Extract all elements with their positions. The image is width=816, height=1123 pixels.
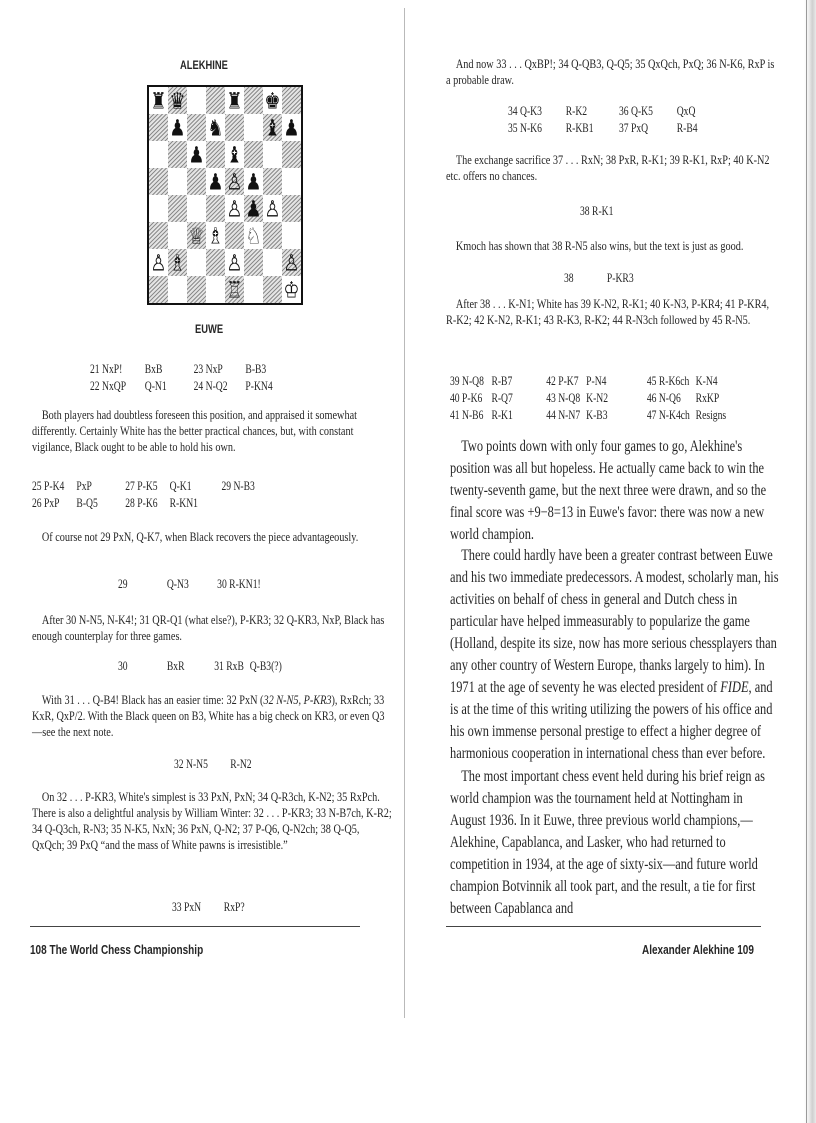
white-pawn-icon: ♙ <box>226 169 243 194</box>
black-bishop-icon: ♝ <box>264 115 281 140</box>
move-cell: 21 NxP! <box>90 361 123 376</box>
move-cell: 26 PxP <box>32 495 60 510</box>
move-row <box>172 899 283 915</box>
board-square <box>168 87 187 114</box>
move-row <box>118 658 296 674</box>
move-cell: P-KR3 <box>606 270 634 285</box>
move-cell: 23 NxP <box>193 361 223 376</box>
move-cell: 39 N-Q8 <box>450 373 484 388</box>
board-square <box>206 168 225 195</box>
board-square <box>282 195 301 222</box>
move-row <box>564 270 653 286</box>
board-square <box>168 249 187 276</box>
move-cell: 25 P-K4 <box>32 478 65 493</box>
move-cell: 34 Q-K3 <box>508 103 542 118</box>
black-queen-icon: ♛ <box>169 88 186 113</box>
white-pawn-icon: ♙ <box>226 250 243 275</box>
move-cell: 45 R-K6ch <box>646 373 690 388</box>
board-square <box>263 141 282 168</box>
board-square <box>168 141 187 168</box>
move-cell: Q-N3 <box>166 576 189 591</box>
white-rook-icon: ♖ <box>226 277 243 302</box>
paragraph: Two points down with only four games to go, Alekhine's position was all but hopeless. He actually came back to win the twenty-seventh game, but the next three were drawn, and so the final score was +9−8=13 in Euwe's favor: there was now a new world champion. <box>450 438 767 543</box>
board-square <box>263 249 282 276</box>
move-cell: PxP <box>76 478 92 493</box>
move-cell: 30 <box>118 658 128 673</box>
text-run: , and is at the time of this writing utilizing the powers of his office and his own immense personal prestige to effect a higher degree of harmonious cooperation in international chess than ever before. <box>450 679 773 762</box>
white-pawn-icon: ♙ <box>283 250 300 275</box>
board-square <box>263 222 282 249</box>
move-line-33 <box>172 899 322 919</box>
board-square <box>206 249 225 276</box>
black-king-icon: ♚ <box>264 88 281 113</box>
move-line-30 <box>118 658 358 678</box>
move-cell: 31 RxB <box>214 658 244 673</box>
move-cell: 29 N-B3 <box>221 478 255 493</box>
move-cell: 42 P-K7 <box>546 373 579 388</box>
move-row <box>90 361 319 377</box>
board-square <box>149 141 168 168</box>
paragraph: Kmoch has shown that 38 R-N5 also wins, but the text is just as good. <box>455 239 744 253</box>
board-square <box>225 141 244 168</box>
board-square <box>149 249 168 276</box>
board-square <box>225 114 244 141</box>
black-pawn-icon: ♟ <box>245 169 262 194</box>
move-cell: 35 N-K6 <box>508 120 542 135</box>
board-square <box>168 114 187 141</box>
board-square <box>206 114 225 141</box>
move-cell: R-K1 <box>491 407 513 422</box>
board-square <box>282 168 301 195</box>
paragraph: The exchange sacrifice 37 . . . RxN; 38 PxR, R-K1; 39 R-K1, RxP; 40 K-N2 etc. offers no chances. <box>446 153 770 183</box>
board-square <box>149 195 168 222</box>
move-cell: 37 PxQ <box>619 120 649 135</box>
board-square <box>244 276 263 303</box>
board-square <box>149 114 168 141</box>
text-run-italic: FIDE <box>720 679 749 696</box>
move-cell: R-N2 <box>230 756 252 771</box>
move-cell: 44 N-N7 <box>546 407 581 422</box>
board-square <box>168 168 187 195</box>
white-bishop-icon: ♗ <box>169 250 186 275</box>
black-rook-icon: ♜ <box>150 88 167 113</box>
white-pawn-icon: ♙ <box>264 196 281 221</box>
board-square <box>282 222 301 249</box>
move-cell: R-K2 <box>565 103 588 118</box>
board-square <box>263 195 282 222</box>
black-pawn-icon: ♟ <box>169 115 186 140</box>
board-square <box>225 168 244 195</box>
move-cell: R-B4 <box>676 120 698 135</box>
paragraph: On 32 . . . P-KR3, White's simplest is 33 PxN, PxN; 34 Q-R3ch, K-N2; 35 RxPch. There is also a delightful analysis by William Winter: 32 . . . P-KR3; 33 N-B7ch, K-R2; 34 Q-Q3ch, R-N3; 35 N-K5, NxN; 36 PxN, Q-N2; 37 P-Q6, Q-N2ch; 38 Q-Q5, QxQch; 39 PxQ “and the mass of White pawns is irresistible.” <box>32 790 392 852</box>
paragraph: Of course not 29 PxN, Q-K7, when Black recovers the piece advantageously. <box>41 530 359 544</box>
move-cell: 28 P-K6 <box>125 495 158 510</box>
board-square <box>282 87 301 114</box>
binding-line <box>806 0 807 1123</box>
move-cell: RxP? <box>223 899 245 914</box>
page-footer-left: 108 The World Chess Championship <box>30 943 204 957</box>
move-line-38 <box>580 203 625 219</box>
move-cell: 22 NxQP <box>90 378 127 393</box>
move-cell: Q-N1 <box>144 378 167 393</box>
board-square <box>282 114 301 141</box>
black-rook-icon: ♜ <box>226 88 243 113</box>
move-cell: 27 P-K5 <box>125 478 158 493</box>
black-knight-icon: ♞ <box>207 115 224 140</box>
move-cell: QxQ <box>676 103 696 118</box>
move-cell: 38 <box>564 270 574 285</box>
move-cell: R-KB1 <box>565 120 594 135</box>
board-square <box>206 87 225 114</box>
move-line-29 <box>118 576 338 596</box>
move-row <box>32 495 298 511</box>
black-bishop-icon: ♝ <box>226 142 243 167</box>
text-run-italic: 32 N-N5, P-KR3 <box>263 693 332 707</box>
paragraph <box>450 545 780 765</box>
move-cell: 36 Q-K5 <box>619 103 653 118</box>
board-square <box>149 87 168 114</box>
board-square <box>244 195 263 222</box>
board-square <box>225 222 244 249</box>
board-square <box>187 87 206 114</box>
board-square <box>187 249 206 276</box>
board-square <box>168 276 187 303</box>
move-cell: 43 N-Q8 <box>546 390 581 405</box>
black-pawn-icon: ♟ <box>188 142 205 167</box>
left-page <box>28 0 404 1123</box>
page-footer-right: Alexander Alekhine 109 <box>642 943 754 957</box>
white-knight-icon: ♘ <box>245 223 262 248</box>
move-cell: 24 N-Q2 <box>193 378 228 393</box>
black-pawn-icon: ♟ <box>207 169 224 194</box>
board-square <box>263 276 282 303</box>
white-pawn-icon: ♙ <box>226 196 243 221</box>
move-cell: R-Q7 <box>491 390 513 405</box>
move-row <box>450 407 761 423</box>
move-row <box>508 120 700 136</box>
move-row <box>32 478 298 494</box>
move-cell: BxB <box>144 361 163 376</box>
footer-rule <box>30 926 360 927</box>
black-pawn-icon: ♟ <box>245 196 262 221</box>
move-row <box>174 756 285 772</box>
move-cell: 40 P-K6 <box>450 390 483 405</box>
move-cell: 32 N-N5 <box>174 756 208 771</box>
board-square <box>225 249 244 276</box>
board-square <box>187 114 206 141</box>
board-square <box>282 276 301 303</box>
move-table-1-row2 <box>90 378 400 398</box>
text-run: There could hardly have been a greater contrast between Euwe and his two immediate predecessors. A modest, scholarly man, his activities on behalf of chess in general and Dutch chess in particular have helped immeasurably to popularize the game (Holland, despite its size, now has more serious chessplayers than any other country of Western Europe, thanks largely to him). In 1971 at the age of seventy he was elected president of <box>450 547 779 696</box>
paragraph <box>32 692 393 740</box>
paragraph: The most important chess event held during his brief reign as world champion was the tournament held at Nottingham in August 1936. In it Euwe, three previous world champions,—Alekhine, Capablanca, and Lasker, who had returned to competition in 1934, at the age of sixty-six—and future world champion Botvinnik all took part, and the result, a tie for first between Capablanca and <box>450 768 765 917</box>
paragraph: After 38 . . . K-N1; White has 39 K-N2, R-K1; 40 K-N3, P-KR4; 41 P-KR4, R-K2; 42 K-N2, R-K1; 43 R-K3, R-K2; 44 R-N3ch followed by 45 R-N5. <box>446 297 770 327</box>
white-pawn-icon: ♙ <box>150 250 167 275</box>
move-cell: R-KN1 <box>169 495 198 510</box>
board-square <box>206 195 225 222</box>
move-text: 38 R-K1 <box>580 203 614 218</box>
board-square <box>168 195 187 222</box>
move-line-38b <box>564 270 684 290</box>
move-cell: 30 R-KN1! <box>217 576 261 591</box>
board-square <box>206 276 225 303</box>
board-square <box>187 222 206 249</box>
move-cell: Q-K1 <box>169 478 192 493</box>
board-bottom-label: EUWE <box>195 322 224 336</box>
board-square <box>282 249 301 276</box>
move-cell: 33 PxN <box>172 899 202 914</box>
chess-diagram <box>147 85 303 305</box>
paragraph: Both players had doubtless foreseen this position, and appraised it somewhat differently. Certainly White has the better practical chances, but, with constant vigilance, Black ought to be able to hold his own. <box>32 408 357 454</box>
move-cell: P-N4 <box>586 373 607 388</box>
board-top-label: ALEKHINE <box>180 58 228 72</box>
move-cell: Resigns <box>695 407 727 422</box>
move-row-wrap <box>450 407 816 427</box>
move-line-32 <box>174 756 324 776</box>
paragraph: After 30 N-N5, N-K4!; 31 QR-Q1 (what else?), P-KR3; 32 Q-KR3, NxP, Black has enough counterplay for three games. <box>32 613 385 643</box>
move-cell: K-N2 <box>586 390 609 405</box>
board-square <box>244 114 263 141</box>
text-run: With 31 . . . Q-B4! Black has an easier time: 32 PxN ( <box>41 693 264 707</box>
board-square <box>168 222 187 249</box>
move-row <box>450 373 761 389</box>
board-square <box>206 222 225 249</box>
board-square <box>149 222 168 249</box>
move-cell: B-B3 <box>245 361 267 376</box>
board-square <box>225 87 244 114</box>
move-cell: Q-B3(?) <box>249 658 282 673</box>
board-square <box>244 168 263 195</box>
move-cell: 29 <box>118 576 128 591</box>
board-square <box>187 168 206 195</box>
board-square <box>225 276 244 303</box>
board-square <box>263 168 282 195</box>
move-cell: B-Q5 <box>76 495 98 510</box>
move-table-2-row2 <box>32 495 392 515</box>
board-square <box>187 141 206 168</box>
white-king-icon: ♔ <box>283 277 300 302</box>
move-cell: 46 N-Q6 <box>646 390 681 405</box>
move-cell: BxR <box>166 658 185 673</box>
board-square <box>149 168 168 195</box>
text-run: ), RxRch; 33 KxR, QxP/2. With the Black queen on B3, White has a big check on KR3, or even Q3—see the next note. <box>32 693 385 739</box>
move-row <box>450 390 761 406</box>
black-pawn-icon: ♟ <box>283 115 300 140</box>
board-square <box>263 87 282 114</box>
board-square <box>149 276 168 303</box>
move-table-r1-row2 <box>508 120 768 140</box>
board-square <box>282 141 301 168</box>
move-cell: 47 N-K4ch <box>646 407 690 422</box>
move-cell: 41 N-B6 <box>450 407 484 422</box>
move-row <box>508 103 700 119</box>
move-row <box>118 576 281 592</box>
board-square <box>244 87 263 114</box>
board-square <box>263 114 282 141</box>
move-cell: K-B3 <box>586 407 608 422</box>
board-square <box>206 141 225 168</box>
move-cell: R-B7 <box>491 373 513 388</box>
board-square <box>244 249 263 276</box>
move-cell: K-N4 <box>695 373 718 388</box>
board-square <box>244 222 263 249</box>
board-square <box>187 195 206 222</box>
white-bishop-icon: ♗ <box>207 223 224 248</box>
move-cell: RxKP <box>695 390 720 405</box>
board-square <box>225 195 244 222</box>
paragraph: And now 33 . . . QxBP!; 34 Q-QB3, Q-Q5; 35 QxQch, PxQ; 36 N-K6, RxP is a probable draw. <box>446 57 775 87</box>
white-queen-icon: ♕ <box>188 223 205 248</box>
right-page <box>446 0 782 1123</box>
move-cell: P-KN4 <box>245 378 273 393</box>
page-gutter <box>404 8 405 1018</box>
move-row <box>90 378 319 394</box>
footer-rule <box>446 926 761 927</box>
board-square <box>244 141 263 168</box>
board-square <box>187 276 206 303</box>
